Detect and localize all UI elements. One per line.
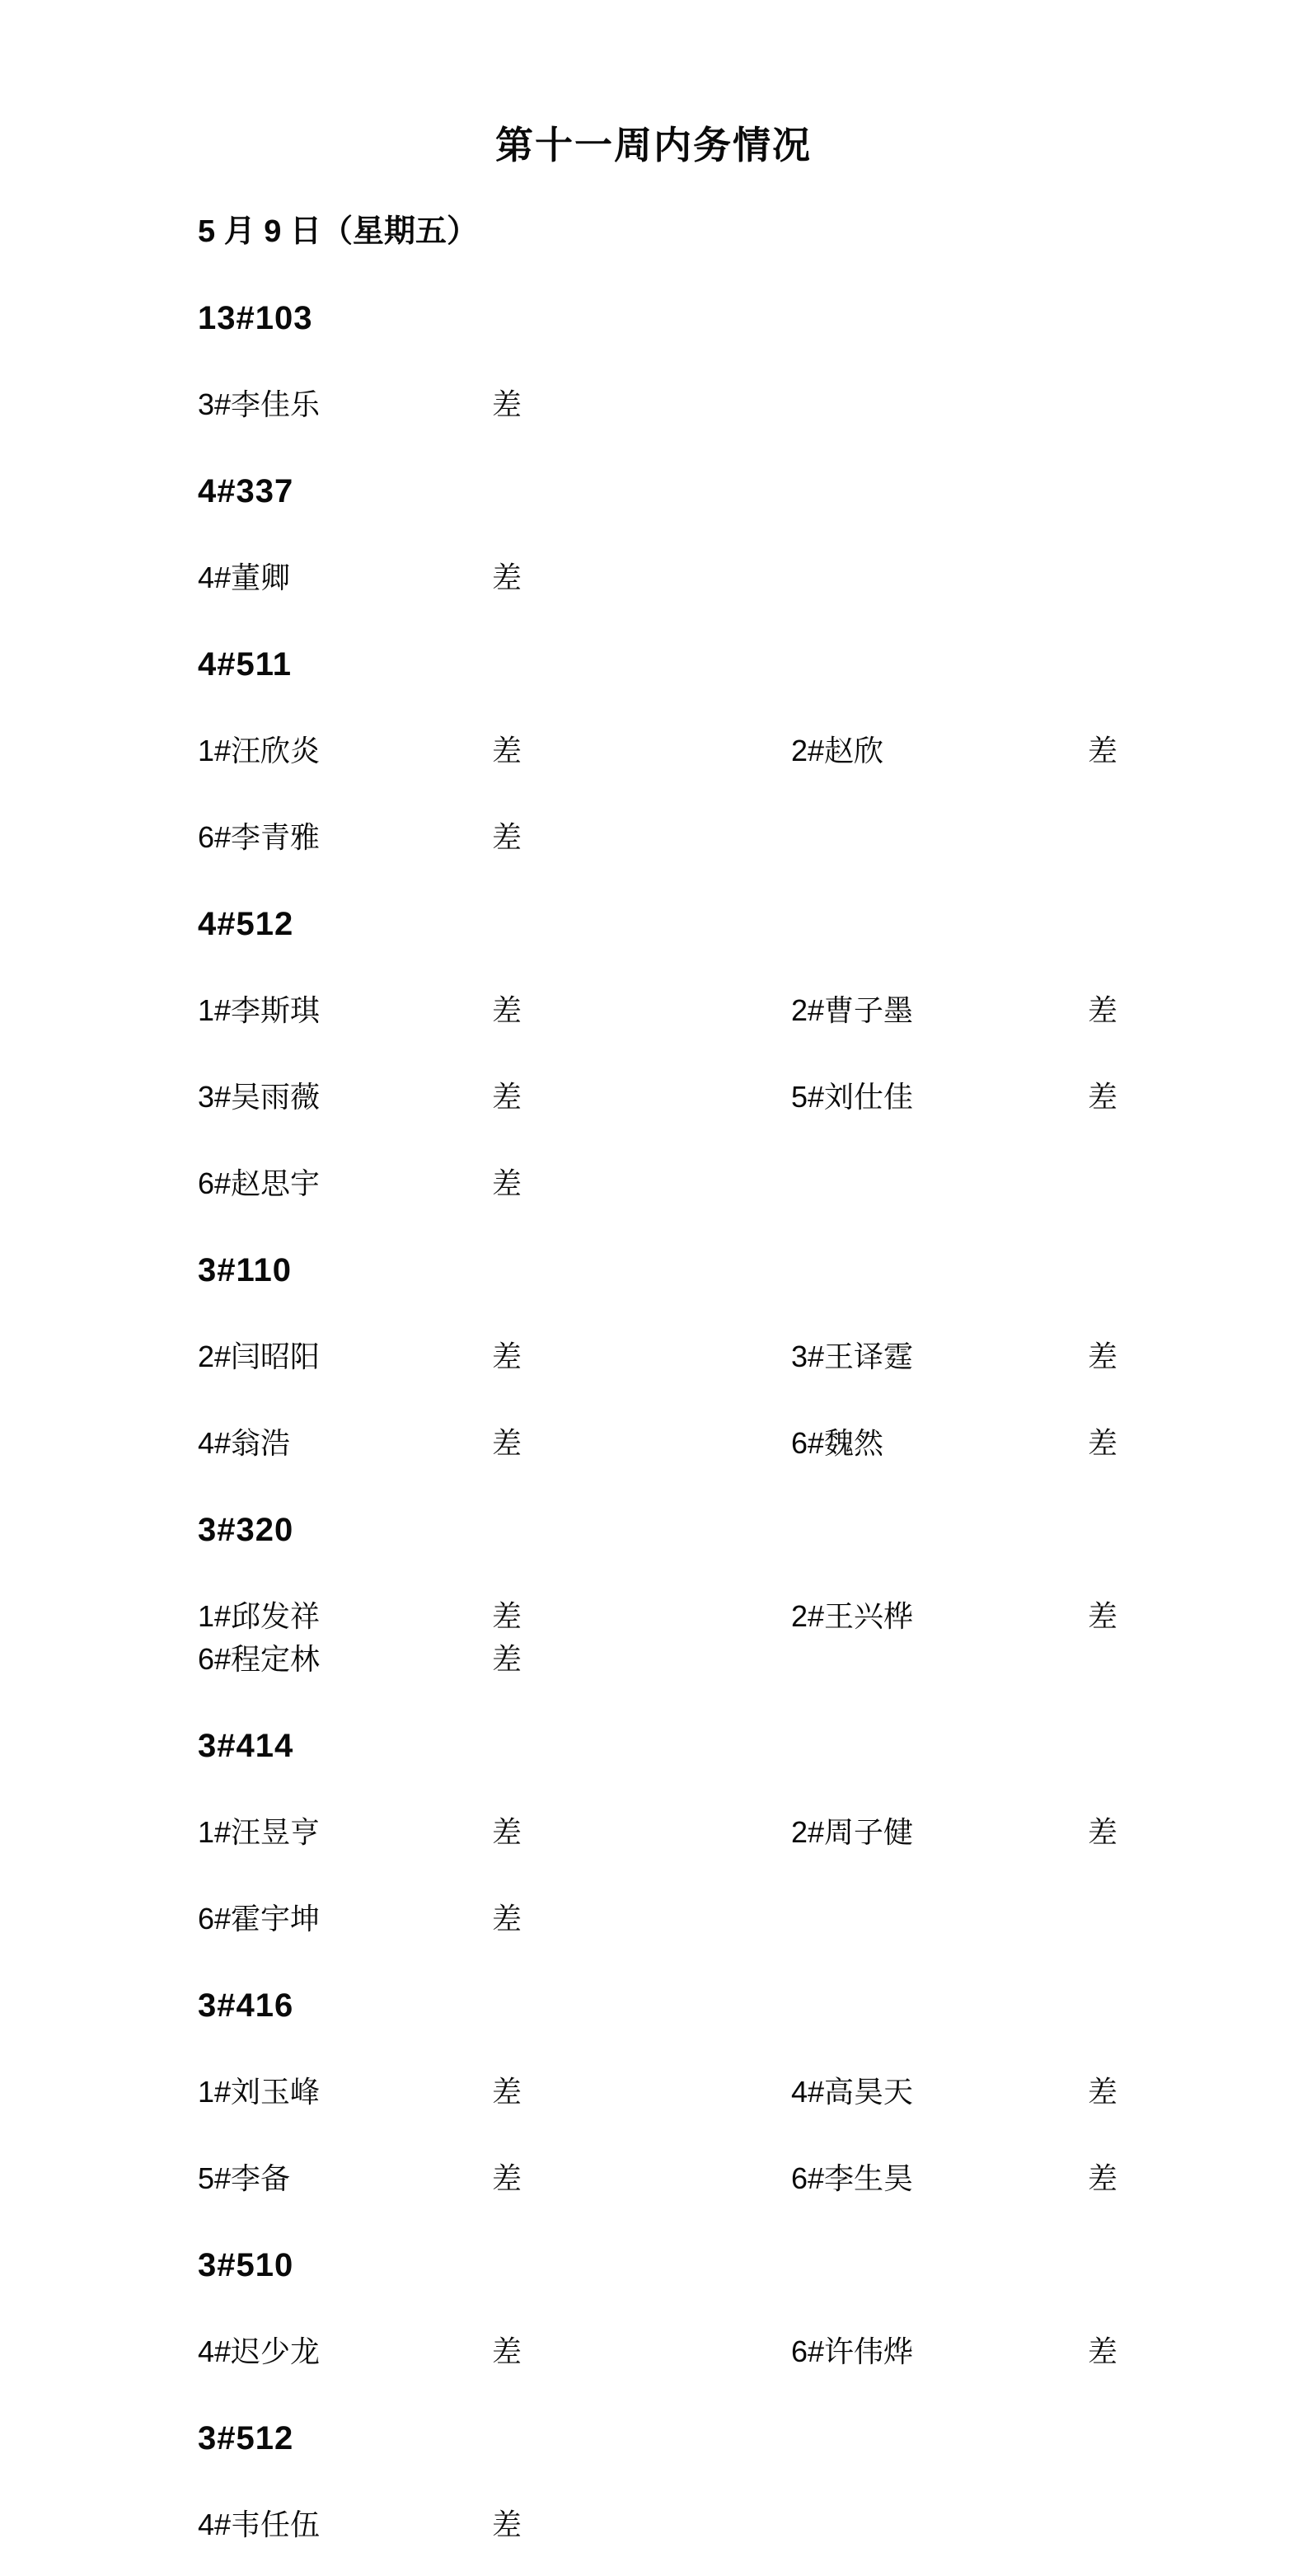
- room-header: 4#511: [198, 646, 293, 683]
- student-name: 1#汪昱亨: [198, 1815, 321, 1849]
- grade-value: 差: [1088, 1426, 1118, 1460]
- student-name: 4#董卿: [198, 561, 291, 594]
- grade-value: 差: [492, 387, 522, 421]
- grade-value: 差: [492, 820, 522, 854]
- room-header: 4#512: [198, 906, 294, 942]
- student-name: 4#韦任伍: [198, 2508, 321, 2541]
- student-name: 6#赵思宇: [198, 1166, 321, 1200]
- student-name: 6#魏然: [791, 1426, 884, 1460]
- student-name: 5#李备: [198, 2161, 291, 2195]
- student-name: 1#刘玉峰: [198, 2075, 321, 2109]
- grade-value: 差: [492, 2161, 522, 2195]
- student-name: 2#王兴桦: [791, 1599, 914, 1633]
- grade-value: 差: [492, 1815, 522, 1849]
- entry-row: [198, 816, 1258, 859]
- student-name: 2#赵欣: [791, 734, 884, 767]
- entry-row: [198, 556, 1258, 599]
- entry-row: [198, 2503, 1258, 2546]
- room-header: 3#320: [198, 1512, 294, 1548]
- grade-value: 差: [492, 1340, 522, 1373]
- student-name: 6#李生昊: [791, 2161, 914, 2195]
- entry-row: [198, 1076, 1258, 1119]
- grade-value: 差: [492, 2334, 522, 2368]
- room-header: 4#337: [198, 473, 294, 509]
- student-name: 5#刘仕佳: [791, 1080, 914, 1114]
- room-header: 3#510: [198, 2247, 294, 2283]
- entry-row: [198, 1595, 1258, 1638]
- grade-value: 差: [492, 1080, 522, 1114]
- grade-value: 差: [492, 993, 522, 1027]
- grade-value: 差: [492, 1902, 522, 1936]
- grade-value: 差: [492, 1642, 522, 1676]
- grade-value: 差: [492, 2075, 522, 2109]
- entry-row: [198, 1898, 1258, 1940]
- student-name: 6#程定林: [198, 1642, 321, 1676]
- student-name: 6#李青雅: [198, 820, 321, 854]
- entry-row: [198, 1638, 1258, 1681]
- student-name: 4#翁浩: [198, 1426, 291, 1460]
- grade-value: 差: [492, 734, 522, 767]
- entry-row: [198, 383, 1258, 426]
- room-sections: [198, 297, 1258, 2546]
- student-name: 2#闫昭阳: [198, 1340, 321, 1373]
- student-name: 2#曹子墨: [791, 993, 914, 1027]
- document-body: [198, 210, 1258, 2546]
- student-name: 1#李斯琪: [198, 993, 321, 1027]
- room-header: 3#110: [198, 1252, 293, 1288]
- grade-value: 差: [492, 561, 522, 594]
- entry-row: [198, 1811, 1258, 1854]
- grade-value: 差: [1088, 2161, 1118, 2195]
- grade-value: 差: [1088, 993, 1118, 1027]
- grade-value: 差: [1088, 1815, 1118, 1849]
- room-header: 3#416: [198, 1987, 294, 2024]
- student-name: 1#邱发祥: [198, 1599, 321, 1633]
- student-name: 6#霍宇坤: [198, 1902, 321, 1936]
- student-name: 6#许伟烨: [791, 2334, 914, 2368]
- student-name: 3#王译霆: [791, 1340, 914, 1373]
- grade-value: 差: [492, 1426, 522, 1460]
- student-name: 1#汪欣炎: [198, 734, 321, 767]
- grade-value: 差: [1088, 1340, 1118, 1373]
- student-name: 3#吴雨薇: [198, 1080, 321, 1114]
- grade-value: 差: [492, 1166, 522, 1200]
- entry-row: [198, 2157, 1258, 2200]
- room-header: 13#103: [198, 300, 313, 336]
- entry-row: [198, 730, 1258, 772]
- grade-value: 差: [1088, 2075, 1118, 2109]
- document-title: 第十一周内务情况: [495, 124, 812, 167]
- student-name: 2#周子健: [791, 1815, 914, 1849]
- date-heading: 5 月 9 日（星期五）: [198, 214, 478, 249]
- grade-value: 差: [1088, 734, 1118, 767]
- grade-value: 差: [492, 1599, 522, 1633]
- grade-value: 差: [1088, 1080, 1118, 1114]
- grade-value: 差: [492, 2508, 522, 2541]
- room-header: 3#414: [198, 1728, 294, 1764]
- entry-row: [198, 1335, 1258, 1378]
- entry-row: [198, 989, 1258, 1032]
- grade-value: 差: [1088, 2334, 1118, 2368]
- entry-row: [198, 2071, 1258, 2114]
- room-header: 3#512: [198, 2420, 294, 2456]
- entry-row: [198, 1422, 1258, 1465]
- student-name: 4#高昊天: [791, 2075, 914, 2109]
- student-name: 3#李佳乐: [198, 387, 321, 421]
- student-name: 4#迟少龙: [198, 2334, 321, 2368]
- grade-value: 差: [1088, 1599, 1118, 1633]
- entry-row: [198, 1162, 1258, 1205]
- entry-row: [198, 2330, 1258, 2373]
